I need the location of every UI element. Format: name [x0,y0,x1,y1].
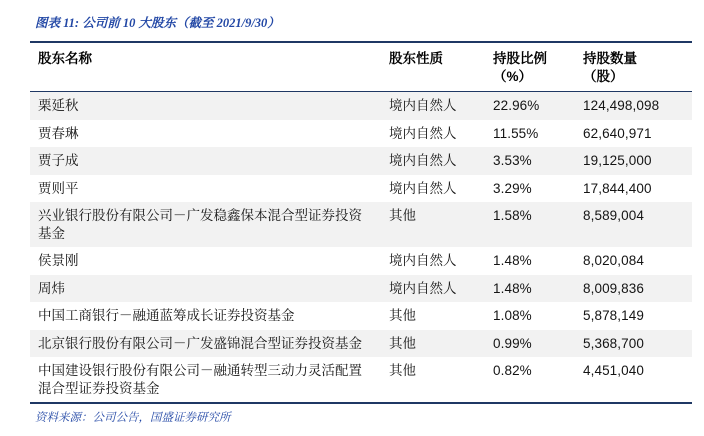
table-row [30,275,692,303]
cell-shareholder-nature: 境内自然人 [389,98,457,113]
table-row [30,147,692,175]
cell-shareholder-name: 贾则平 [38,180,79,196]
table-row [30,120,692,148]
cell-holding-percentage: 1.48% [493,253,532,268]
column-header-label-line2: （股） [583,69,624,84]
cell-holding-shares: 5,368,700 [583,335,644,351]
cell-holding-percentage: 3.29% [493,180,532,196]
cell-shareholder-nature: 其他 [389,363,416,378]
cell-holding-percentage: 3.53% [493,153,532,168]
table-row [30,92,692,120]
cell-shareholder-nature: 境内自然人 [389,280,457,296]
cell-holding-percentage: 0.82% [493,363,532,378]
cell-shareholder-name: 周炜 [38,280,65,296]
cell-shareholder-name: 贾子成 [38,153,79,168]
cell-shareholder-nature: 其他 [389,335,416,351]
figure-title: 图表 11: 公司前 10 大股东（截至 2021/9/30） [35,16,280,30]
cell-shareholder-nature: 其他 [389,208,416,223]
cell-shareholder-nature: 境内自然人 [389,125,457,141]
table-row [30,202,692,247]
column-header-shareholder-name [30,42,381,92]
cell-holding-percentage: 1.58% [493,208,532,223]
column-header-holding-percentage [485,42,575,92]
table-header-row [30,42,692,92]
cell-holding-shares: 8,589,004 [583,208,644,223]
column-header-label: 持股比例 [493,51,547,66]
column-header-label: 股东名称 [38,51,92,66]
table-body [30,92,692,404]
cell-holding-shares: 5,878,149 [583,308,644,323]
cell-shareholder-nature: 境内自然人 [389,153,457,168]
cell-shareholder-nature: 境内自然人 [389,253,457,268]
table-row [30,330,692,358]
cell-holding-percentage: 11.55% [493,125,539,141]
table-row [30,247,692,275]
cell-holding-shares: 4,451,040 [583,363,644,378]
cell-shareholder-nature: 其他 [389,308,416,323]
cell-holding-shares: 17,844,400 [583,180,652,196]
column-header-label: 股东性质 [389,51,443,66]
table-row [30,175,692,203]
table-header [30,42,692,92]
cell-shareholder-name: 栗延秋 [38,98,79,113]
column-header-label-line2: （%） [493,69,533,84]
top-shareholders-table [30,41,692,404]
cell-shareholder-nature: 境内自然人 [389,180,457,196]
cell-shareholder-name: 兴业银行股份有限公司－广发稳鑫保本混合型证券投资基金 [38,208,362,241]
cell-shareholder-name: 中国工商银行－融通蓝筹成长证券投资基金 [38,308,295,323]
cell-holding-percentage: 1.08% [493,308,532,323]
column-header-holding-shares [575,42,692,92]
cell-shareholder-name: 贾春琳 [38,125,79,141]
cell-holding-shares: 62,640,971 [583,125,652,141]
cell-holding-percentage: 1.48% [493,280,532,296]
cell-holding-percentage: 0.99% [493,335,532,351]
cell-holding-shares: 8,020,084 [583,253,644,268]
figure-source: 资料来源：公司公告，国盛证券研究所 [35,412,231,424]
column-header-label: 持股数量 [583,51,637,66]
table-row [30,302,692,330]
table-row [30,357,692,403]
column-header-shareholder-nature [381,42,485,92]
cell-holding-shares: 19,125,000 [583,153,652,168]
cell-holding-shares: 124,498,098 [583,98,660,113]
cell-shareholder-name: 北京银行股份有限公司－广发盛锦混合型证券投资基金 [38,335,362,351]
cell-holding-shares: 8,009,836 [583,280,644,296]
cell-holding-percentage: 22.96% [493,98,540,113]
cell-shareholder-name: 侯景刚 [38,253,79,268]
cell-shareholder-name: 中国建设银行股份有限公司－融通转型三动力灵活配置混合型证券投资基金 [38,363,362,396]
